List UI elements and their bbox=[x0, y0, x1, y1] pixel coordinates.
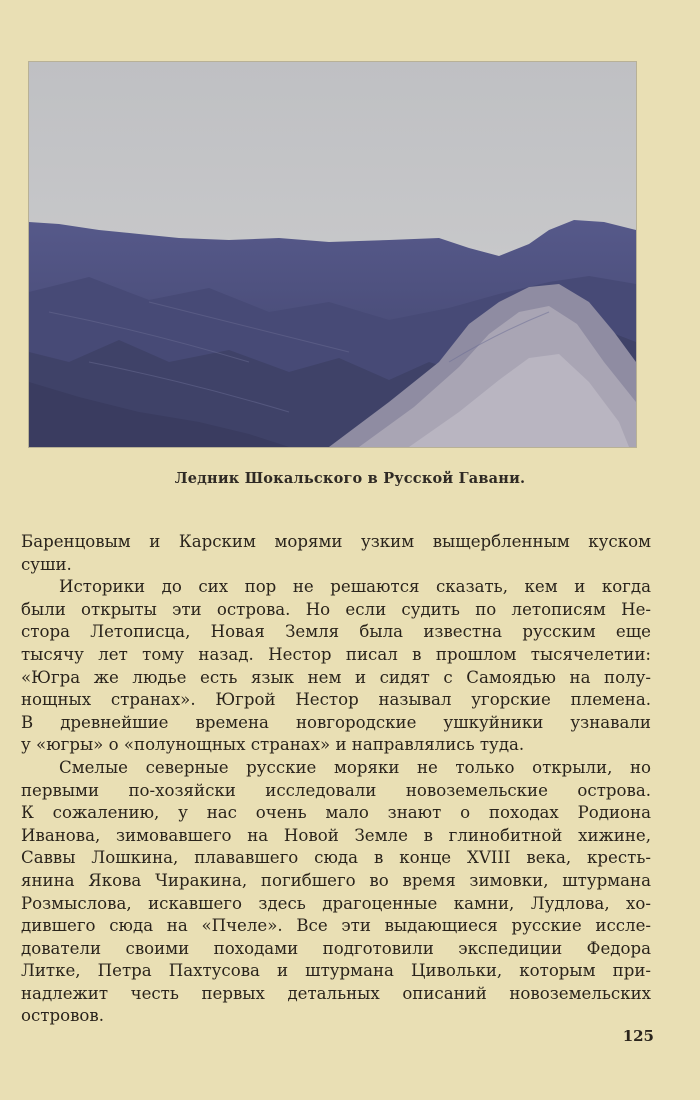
text-line: были открыты эти острова. Но если судить по летописям Не- bbox=[21, 599, 651, 619]
text-line: Саввы Лошкина, плававшего сюда в конце XVIII века, кресть- bbox=[21, 848, 651, 868]
text-line: первыми по-хозяйски исследовали новоземельские острова. bbox=[21, 780, 651, 800]
text-line: В древнейшие времена новгородские ушкуйники узнавали bbox=[21, 712, 651, 732]
glacier-photo-image bbox=[29, 62, 636, 447]
figure-caption: Ледник Шокальского в Русской Гавани. bbox=[174, 470, 526, 487]
text-line: янина Якова Чиракина, погибшего во время зимовки, штурмана bbox=[21, 870, 651, 890]
text-line: у «югры» о «полунощных странах» и направлялись туда. bbox=[21, 735, 525, 755]
text-line: «Югра же людье есть язык нем и сидят с Самоядью на полу- bbox=[21, 667, 651, 687]
text-line: Смелые северные русские моряки не только открыли, но bbox=[59, 757, 651, 777]
text-line: Историки до сих пор не решаются сказать, кем и когда bbox=[59, 577, 651, 597]
text-line: дователи своими походами подготовили экспедиции Федора bbox=[21, 938, 651, 958]
text-line: Иванова, зимовавшего на Новой Земле в глинобитной хижине, bbox=[21, 825, 651, 845]
page-number: 125 bbox=[622, 1027, 654, 1045]
text-line: стора Летописца, Новая Земля была известна русским еще bbox=[21, 622, 651, 642]
text-line: дившего сюда на «Пчеле». Все эти выдающиеся русские иссле- bbox=[21, 916, 651, 936]
glacier-photo bbox=[29, 62, 636, 447]
text-line: тысячу лет тому назад. Нестор писал в прошлом тысячелетии: bbox=[21, 644, 651, 664]
text-line: К сожалению, у нас очень мало знают о походах Родиона bbox=[21, 803, 651, 823]
text-line: суши. bbox=[21, 554, 72, 574]
text-line: Баренцовым и Карским морями узким выщербленным куском bbox=[21, 532, 651, 551]
text-line: нощных странах». Югрой Нестор называл угорские племена. bbox=[21, 690, 651, 710]
text-line: Литке, Петра Пахтусова и штурмана Цивольки, которым при- bbox=[21, 961, 651, 981]
text-line: Розмыслова, искавшего здесь драгоценные камни, Лудлова, хо- bbox=[21, 893, 651, 913]
body-text bbox=[21, 531, 651, 1028]
text-line: надлежит честь первых детальных описаний новоземельских bbox=[21, 983, 651, 1003]
text-line: островов. bbox=[21, 1006, 105, 1026]
